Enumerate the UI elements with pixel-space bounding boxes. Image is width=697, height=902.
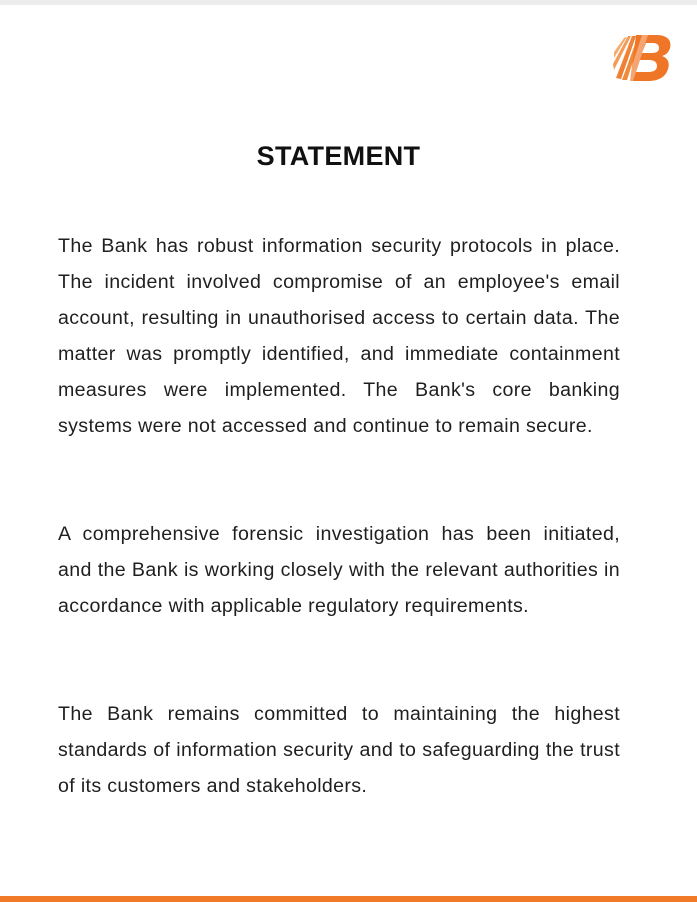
paragraph-investigation: A comprehensive forensic investigation has been initiated, and the Bank is working closely with the relevant authorities in accordance with applicable regulatory requirements. bbox=[58, 523, 620, 617]
top-divider bbox=[0, 0, 697, 5]
paragraph-security-incident: The Bank has robust information security protocols in place. The incident involved compromise of an employee's email account, resulting in unauthorised access to certain data. The matter was promptly identified, and immediate containment measures were implemented. The Bank's core banking systems were not accessed and continue to remain secure. bbox=[58, 235, 620, 437]
paragraph-commitment: The Bank remains committed to maintaining the highest standards of information security and to safeguarding the trust of its customers and stakeholders. bbox=[58, 703, 620, 797]
page-title: STATEMENT bbox=[256, 141, 421, 171]
bank-logo-icon bbox=[612, 30, 676, 84]
bottom-accent-bar bbox=[0, 896, 697, 902]
